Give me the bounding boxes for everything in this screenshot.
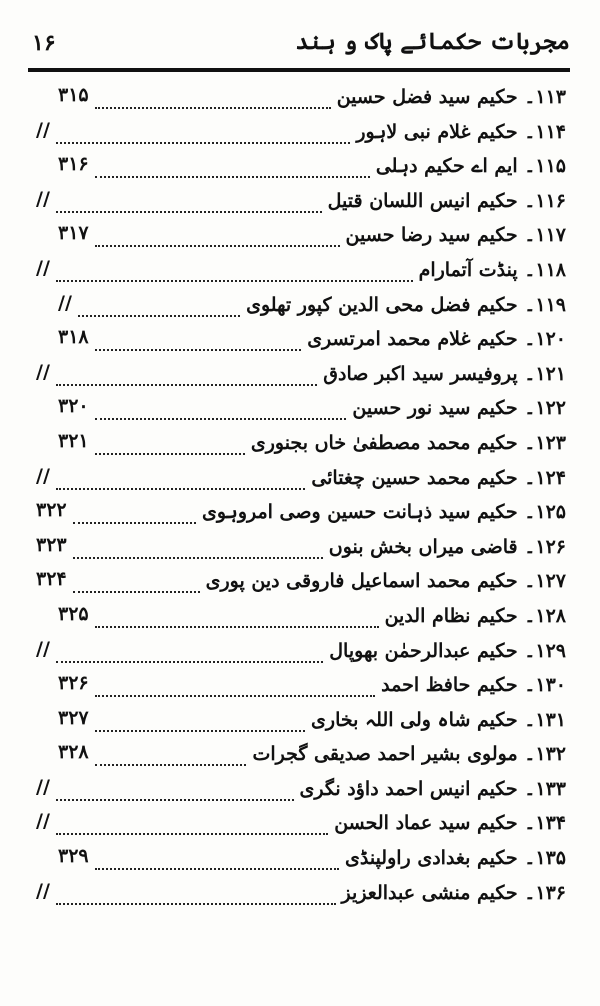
entry-title: ۱۲۶۔ قاضی میراں بخش بنوں [328,535,566,558]
entry-page-number: // [36,256,50,279]
page-header [28,24,570,64]
entry-page-number: ۳۱۷ [58,222,89,245]
dotted-leader [95,868,339,870]
toc-entry [36,322,566,357]
dotted-leader [56,903,336,905]
entry-title: ۱۱۹۔ حکیم فضل محی الدین کپور تھلوی [246,293,566,316]
toc-entry [36,737,566,772]
toc-entry [36,530,566,565]
entry-page-number: // [36,464,50,487]
dotted-leader [95,176,370,178]
entry-title: ۱۱۴۔ حکیم غلام نبی لاہور [356,120,566,143]
entry-page-number: ۳۲۷ [58,706,89,729]
toc-entry [36,841,566,876]
entry-title: ۱۲۷۔ حکیم محمد اسماعیل فاروقی دین پوری [205,570,566,593]
book-title: مجربات حکمائے پاک و ہند [295,28,570,55]
entry-page-number: ۳۲۲ [36,499,67,522]
toc-entry [36,288,566,323]
entry-title: ۱۱۵۔ ایم اے حکیم دہلی [375,155,566,178]
entry-title: ۱۲۴۔ حکیم محمد حسین چغتائی [311,466,566,489]
entry-page-number: // [36,879,50,902]
toc-entry [36,218,566,253]
entry-page-number: ۳۲۴ [36,568,67,591]
dotted-leader [56,280,413,282]
dotted-leader [78,315,240,317]
page-number: ۱۶ [32,30,56,56]
toc-entry [36,668,566,703]
dotted-leader [95,245,340,247]
entry-title: ۱۳۶۔ حکیم منشی عبدالعزیز [341,881,566,904]
entry-page-number: // [36,360,50,383]
dotted-leader [73,591,200,593]
entry-title: ۱۳۰۔ حکیم حافظ احمد [381,674,566,697]
toc-entry [36,253,566,288]
entry-page-number: ۳۱۵ [58,84,89,106]
entry-title: ۱۲۳۔ حکیم محمد مصطفیٰ خاں بجنوری [250,431,566,454]
entry-title: ۱۲۲۔ حکیم سید نور حسین [352,397,566,420]
toc-entry [36,599,566,634]
dotted-leader [56,211,322,213]
toc-entry [36,806,566,841]
entry-title: ۱۲۹۔ حکیم عبدالرحمٰن بھوپال [329,639,566,662]
toc-entry [36,564,566,599]
dotted-leader [56,661,323,663]
toc-entry [36,703,566,738]
entry-page-number: // [36,187,50,210]
entry-title: ۱۳۲۔ مولوی بشیر احمد صدیقی گجرات [252,743,566,766]
dotted-leader [95,418,347,420]
entry-title: ۱۲۰۔ حکیم غلام محمد امرتسری [307,328,566,351]
entry-page-number: ۳۱۶ [58,153,89,176]
entry-page-number: // [36,775,50,798]
dotted-leader [73,522,196,524]
toc-entry [36,357,566,392]
entry-page-number: ۳۲۸ [58,741,89,764]
toc-entry [36,80,566,115]
toc-entry [36,149,566,184]
entry-page-number: ۳۲۹ [58,845,89,868]
header-rule [28,68,570,72]
dotted-leader [56,384,317,386]
dotted-leader [95,764,247,766]
entry-page-number: ۳۲۶ [58,672,89,695]
dotted-leader [95,730,305,732]
dotted-leader [95,453,245,455]
dotted-leader [56,799,294,801]
toc-entry [36,391,566,426]
entry-title: ۱۳۱۔ حکیم شاہ ولی اللہ بخاری [311,708,566,731]
entry-title: ۱۳۵۔ حکیم بغدادی راولپنڈی [345,847,566,870]
dotted-leader [56,833,328,835]
toc-entry [36,461,566,496]
entry-title: ۱۱۸۔ پنڈت آتمارام [418,258,566,281]
entry-title: ۱۳۳۔ حکیم انیس احمد داؤد نگری [299,777,566,800]
entry-title: ۱۲۸۔ حکیم نظام الدین [384,604,566,627]
toc-entry [36,876,566,911]
table-of-contents [36,80,566,910]
entry-title: ۱۲۵۔ حکیم سید ذہانت حسین وصی امروہوی [202,501,566,524]
toc-entry [36,634,566,669]
entry-page-number: // [36,810,50,833]
entry-page-number: ۳۱۸ [58,326,89,349]
entry-page-number: ۳۲۵ [58,602,89,625]
entry-page-number: ۳۲۱ [58,429,89,452]
dotted-leader [73,557,323,559]
entry-page-number: // [36,637,50,660]
entry-title: ۱۳۴۔ حکیم سید عماد الحسن [334,812,566,835]
dotted-leader [95,695,376,697]
entry-page-number: // [58,291,72,314]
dotted-leader [56,142,350,144]
toc-entry [36,426,566,461]
entry-page-number: ۳۲۰ [58,395,89,418]
entry-page-number: // [36,118,50,141]
dotted-leader [95,626,379,628]
toc-entry [36,184,566,219]
dotted-leader [95,107,331,109]
entry-title: ۱۱۳۔ حکیم سید فضل حسین [336,86,566,108]
dotted-leader [56,488,305,490]
entry-title: ۱۱۷۔ حکیم سید رضا حسین [345,224,566,247]
entry-page-number: ۳۲۳ [36,533,67,556]
entry-title: ۱۲۱۔ پروفیسر سید اکبر صادق [323,362,566,385]
toc-entry [36,495,566,530]
toc-entry [36,115,566,150]
entry-title: ۱۱۶۔ حکیم انیس اللسان قتیل [327,189,566,212]
dotted-leader [95,349,302,351]
toc-entry [36,772,566,807]
